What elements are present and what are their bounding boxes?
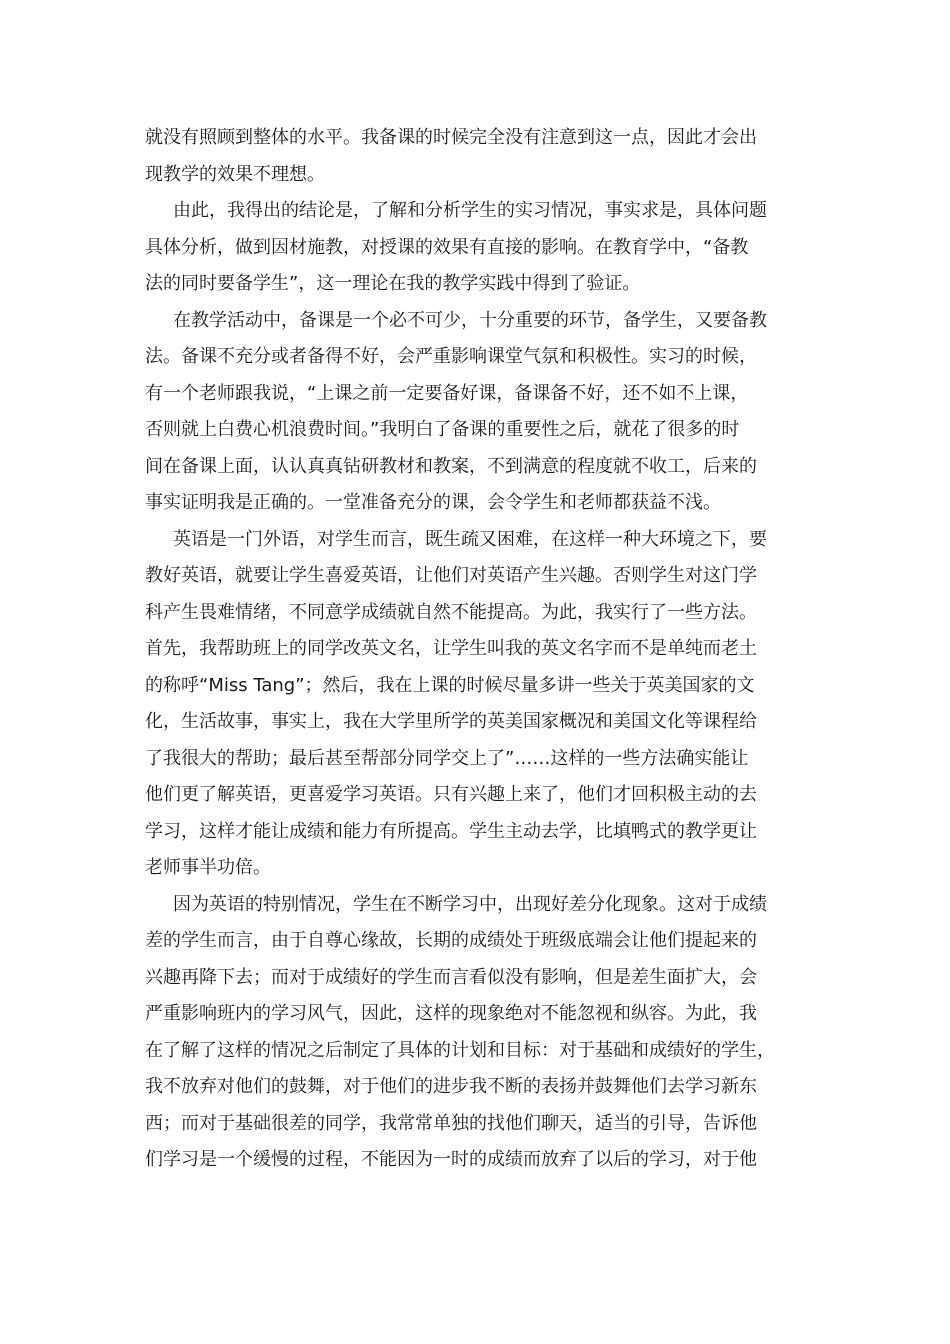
text-line: 法的同时要备学生”，这一理论在我的教学实践中得到了验证。	[145, 273, 641, 294]
text-line: 教好英语，就要让学生喜爱英语，让他们对英语产生兴趣。否则学生对这门学	[145, 565, 757, 586]
text-line: 的称呼“Miss Tang”；然后，我在上课的时候尽量多讲一些关于英美国家的文	[145, 674, 755, 696]
text-line: 就没有照顾到整体的水平。我备课的时候完全没有注意到这一点，因此才会出	[145, 127, 757, 148]
text-line: 事实证明我是正确的。一堂准备充分的课，会令学生和老师都获益不浅。	[145, 492, 721, 513]
text-line: 学习，这样才能让成绩和能力有所提高。学生主动去学，比填鸭式的教学更让	[145, 820, 757, 842]
text-line: 在了解了这样的情况之后制定了具体的计划和目标：对于基础和成绩好的学生，	[145, 1039, 775, 1061]
text-line: 兴趣再降下去；而对于成绩好的学生而言看似没有影响，但是差生面扩大，会	[145, 966, 757, 988]
text-line: 有一个老师跟我说，“上课之前一定要备好课，备课备不好，还不如不上课，	[145, 382, 749, 404]
text-line: 否则就上白费心机浪费时间。”我明白了备课的重要性之后，就花了很多的时	[145, 419, 740, 440]
text-line: 间在备课上面，认认真真钻研教材和教案，不到满意的程度就不收工，后来的	[145, 455, 757, 477]
text-line: 现教学的效果不理想。	[145, 163, 325, 185]
paragraph-first-line: 由此，我得出的结论是，了解和分析学生的实习情况，事实求是，具体问题	[173, 200, 767, 221]
text-line: 具体分析，做到因材施教，对授课的效果有直接的影响。在教育学中，“备教	[145, 236, 749, 258]
text-line: 老师事半功倍。	[145, 857, 271, 878]
paragraph-first-line: 英语是一门外语，对学生而言，既生疏又困难，在这样一种大环境之下，要	[173, 528, 767, 550]
paragraph-first-line: 因为英语的特别情况，学生在不断学习中，出现好差分化现象。这对于成绩	[173, 893, 767, 915]
text-line: 法。备课不充分或者备得不好，会严重影响课堂气氛和积极性。实习的时候，	[145, 346, 757, 367]
text-line: 我不放弃对他们的鼓舞，对于他们的进步我不断的表扬并鼓舞他们去学习新东	[145, 1076, 757, 1097]
text-line: 了我很大的帮助；最后甚至帮部分同学交上了”……这样的一些方法确实能让	[145, 747, 749, 769]
text-line: 西；而对于基础很差的同学，我常常单独的找他们聊天，适当的引导，告诉他	[145, 1112, 757, 1134]
text-line: 差的学生而言，由于自尊心缘故，长期的成绩处于班级底端会让他们提起来的	[145, 930, 757, 951]
text-line: 科产生畏难情绪，不同意学成绩就自然不能提高。为此，我实行了一些方法。	[145, 601, 757, 623]
text-line: 他们更了解英语，更喜爱学习英语。只有兴趣上来了，他们才回积极主动的去	[145, 784, 757, 805]
text-line: 化，生活故事，事实上，我在大学里所学的英美国家概况和美国文化等课程给	[145, 711, 757, 732]
text-line: 首先，我帮助班上的同学改英文名，让学生叫我的英文名字而不是单纯而老土	[145, 638, 757, 659]
body-text	[145, 120, 810, 1179]
text-line: 严重影响班内的学习风气，因此，这样的现象绝对不能忽视和纵容。为此，我	[145, 1003, 757, 1024]
text-line: 们学习是一个缓慢的过程，不能因为一时的成绩而放弃了以后的学习，对于他	[145, 1149, 757, 1170]
paragraph-first-line: 在教学活动中，备课是一个必不可少，十分重要的环节，备学生，又要备教	[173, 309, 767, 331]
